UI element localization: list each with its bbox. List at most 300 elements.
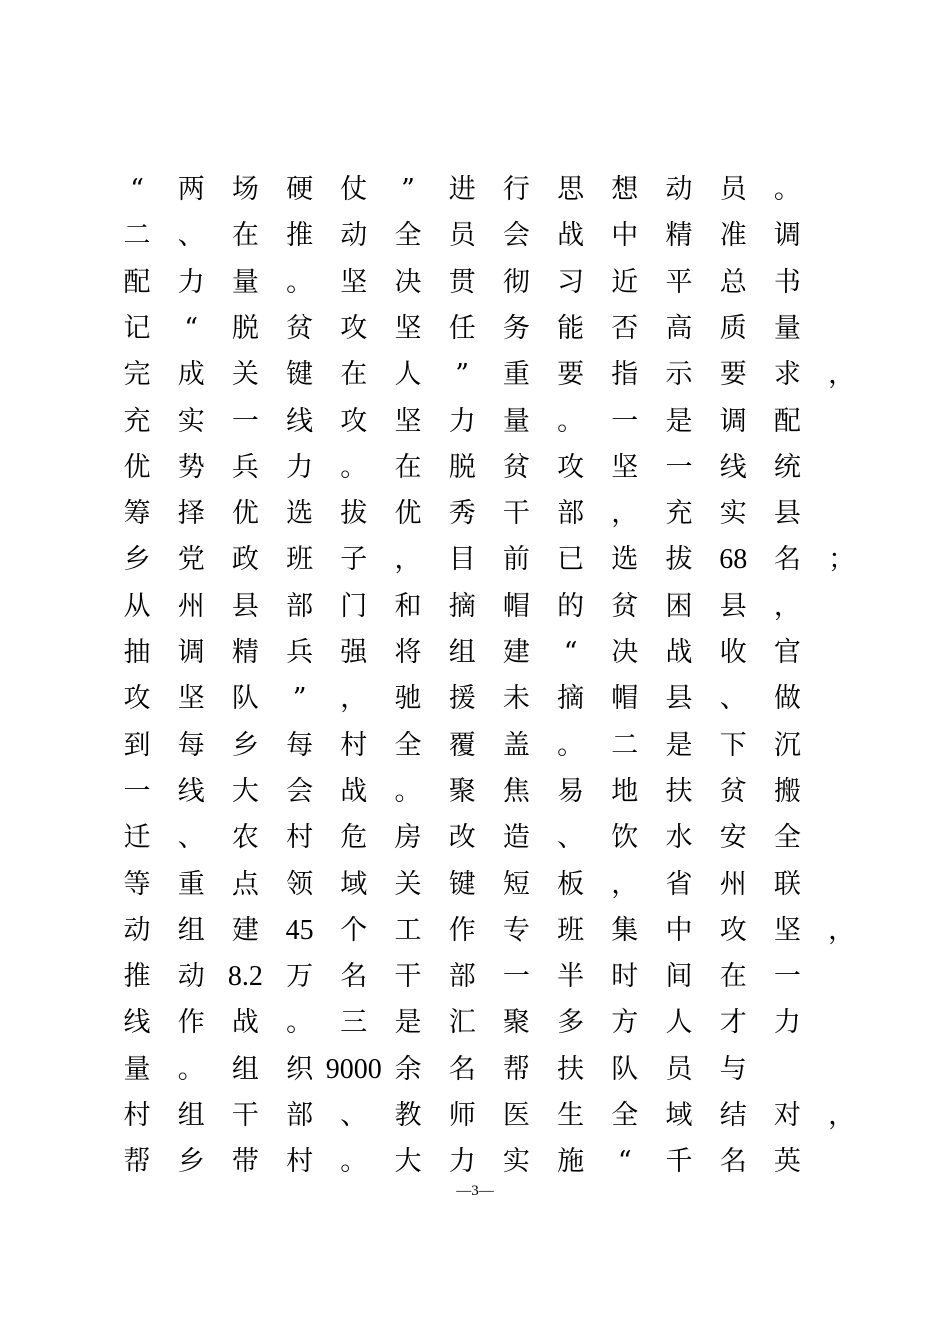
text-glyph: 是 — [665, 405, 693, 437]
text-glyph: 专 — [502, 914, 530, 946]
text-glyph: 一 — [773, 961, 801, 993]
text-glyph: 配 — [123, 266, 151, 298]
text-glyph: 调 — [177, 637, 205, 668]
text-glyph: 筹 — [123, 498, 151, 530]
text-glyph: 下 — [719, 729, 747, 761]
text-glyph: 场 — [231, 174, 259, 205]
text-glyph: 力 — [448, 405, 476, 437]
text-glyph: 兵 — [231, 451, 259, 483]
text-glyph: 半 — [557, 961, 585, 993]
text-glyph: 实 — [719, 498, 747, 530]
text-glyph: 选 — [286, 498, 314, 530]
text-glyph: 准 — [719, 220, 747, 252]
text-glyph: 水 — [665, 822, 693, 854]
text-glyph: 实 — [502, 1146, 530, 1178]
text-glyph: 沉 — [773, 729, 801, 761]
text-glyph: 聚 — [502, 1007, 530, 1039]
text-glyph: 教 — [394, 1100, 422, 1131]
text-glyph: 想 — [611, 174, 639, 205]
text-glyph: 精 — [665, 220, 693, 252]
text-glyph: 中 — [611, 220, 639, 252]
text-glyph: 坚 — [394, 405, 422, 437]
text-glyph: 部 — [557, 498, 585, 530]
text-glyph: 平 — [665, 266, 693, 298]
text-glyph: 进 — [448, 174, 476, 205]
text-glyph: 困 — [665, 590, 693, 622]
text-glyph: 造 — [502, 822, 530, 854]
text-glyph: 全 — [773, 822, 801, 854]
text-glyph: 抽 — [123, 637, 151, 668]
text-line — [0, 213, 950, 259]
text-line — [0, 1000, 950, 1046]
text-glyph: 地 — [611, 775, 639, 807]
text-glyph: 思 — [557, 174, 585, 205]
text-glyph: 带 — [231, 1146, 259, 1178]
text-glyph: 乡 — [231, 729, 259, 761]
text-glyph: 近 — [611, 266, 639, 298]
text-glyph: 织 — [286, 1053, 314, 1085]
text-glyph: 68 — [719, 544, 748, 576]
text-glyph: 贫 — [502, 451, 530, 483]
text-glyph: 量 — [231, 266, 259, 298]
text-glyph: ， — [611, 868, 639, 900]
text-line — [0, 769, 950, 815]
text-glyph: 班 — [557, 914, 585, 946]
text-glyph: 个 — [340, 914, 368, 946]
text-glyph: 官 — [773, 637, 801, 668]
text-glyph: 搬 — [773, 775, 801, 807]
text-glyph: 、 — [557, 822, 585, 854]
text-glyph: 坚 — [773, 914, 801, 946]
text-glyph: 每 — [286, 729, 314, 761]
text-line — [0, 260, 950, 306]
text-glyph: 联 — [773, 868, 801, 900]
text-glyph: 要 — [719, 359, 747, 391]
text-glyph: 驰 — [394, 683, 422, 715]
text-glyph: 目 — [448, 544, 476, 576]
text-glyph: 动 — [123, 914, 151, 946]
text-line — [0, 584, 950, 630]
text-glyph: 兵 — [286, 637, 314, 668]
text-glyph: 务 — [502, 312, 530, 344]
text-glyph: 作 — [177, 1007, 205, 1039]
text-glyph: 域 — [665, 1100, 693, 1131]
text-glyph: 调 — [719, 405, 747, 437]
text-glyph: 成 — [177, 359, 205, 391]
text-glyph: 扶 — [665, 775, 693, 807]
text-glyph: 、 — [177, 822, 205, 854]
text-glyph: 收 — [719, 637, 747, 668]
text-glyph: 质 — [719, 312, 747, 344]
text-glyph: 贯 — [448, 266, 476, 298]
text-glyph: 行 — [502, 174, 530, 205]
text-glyph: 是 — [394, 1007, 422, 1039]
text-glyph: 到 — [123, 729, 151, 761]
text-glyph: 村 — [286, 822, 314, 854]
text-line — [0, 352, 950, 398]
text-glyph: 改 — [448, 822, 476, 854]
text-glyph: 会 — [502, 220, 530, 252]
text-glyph: 才 — [719, 1007, 747, 1039]
text-glyph: 农 — [231, 822, 259, 854]
text-glyph: ， — [828, 1100, 856, 1131]
text-glyph: 一 — [231, 405, 259, 437]
text-glyph: 、 — [340, 1100, 368, 1131]
text-glyph: 帽 — [502, 590, 530, 622]
text-glyph: 攻 — [340, 312, 368, 344]
text-glyph: 总 — [719, 266, 747, 298]
text-glyph: 间 — [665, 961, 693, 993]
text-glyph: 拔 — [665, 544, 693, 576]
text-glyph: 在 — [719, 961, 747, 993]
text-glyph: 强 — [340, 637, 368, 668]
text-line — [0, 399, 950, 445]
text-glyph: 线 — [286, 405, 314, 437]
text-glyph: 危 — [340, 822, 368, 854]
text-glyph: ， — [394, 544, 422, 576]
text-glyph: 重 — [177, 868, 205, 900]
text-glyph: 人 — [394, 359, 422, 391]
text-line — [0, 723, 950, 769]
text-glyph: 全 — [611, 1100, 639, 1131]
text-glyph: 书 — [773, 266, 801, 298]
text-glyph: 坚 — [394, 312, 422, 344]
text-line — [0, 815, 950, 861]
text-line — [0, 1047, 950, 1093]
text-glyph: 力 — [448, 1146, 476, 1178]
text-glyph: 集 — [611, 914, 639, 946]
text-glyph: 乡 — [123, 544, 151, 576]
text-glyph: 高 — [665, 312, 693, 344]
text-glyph: 名 — [719, 1146, 747, 1178]
text-glyph: 示 — [665, 359, 693, 391]
text-line — [0, 1139, 950, 1185]
text-glyph: 援 — [448, 683, 476, 715]
text-glyph: 领 — [286, 868, 314, 900]
text-glyph: 线 — [123, 1007, 151, 1039]
text-glyph: “ — [130, 174, 144, 205]
text-glyph: 两 — [177, 174, 205, 205]
text-glyph: 房 — [394, 822, 422, 854]
text-glyph: 时 — [611, 961, 639, 993]
text-glyph: 优 — [123, 451, 151, 483]
text-glyph: 一 — [123, 775, 151, 807]
text-line — [0, 676, 950, 722]
text-glyph: 结 — [719, 1100, 747, 1131]
text-glyph: 坚 — [611, 451, 639, 483]
text-glyph: 在 — [231, 220, 259, 252]
text-glyph: 关 — [231, 359, 259, 391]
text-glyph: 和 — [394, 590, 422, 622]
text-glyph: 党 — [177, 544, 205, 576]
text-line — [0, 908, 950, 954]
text-glyph: 。 — [340, 451, 368, 483]
text-glyph: 聚 — [448, 775, 476, 807]
text-glyph: 将 — [394, 637, 422, 668]
text-glyph: 干 — [394, 961, 422, 993]
text-glyph: 战 — [665, 637, 693, 668]
text-glyph: 部 — [286, 590, 314, 622]
text-glyph: 从 — [123, 590, 151, 622]
text-glyph: 在 — [394, 451, 422, 483]
text-line — [0, 445, 950, 491]
text-glyph: 求 — [773, 359, 801, 391]
text-glyph: 一 — [611, 405, 639, 437]
text-glyph: 8.2 — [227, 961, 263, 993]
text-glyph: 拔 — [340, 498, 368, 530]
text-glyph: 键 — [448, 868, 476, 900]
text-glyph: 千 — [665, 1146, 693, 1178]
text-glyph: 。 — [177, 1053, 205, 1085]
text-glyph: 战 — [231, 1007, 259, 1039]
text-glyph: 一 — [665, 451, 693, 483]
text-glyph: 中 — [665, 914, 693, 946]
text-glyph: 坚 — [340, 266, 368, 298]
text-glyph: 名 — [773, 544, 801, 576]
text-glyph: 硬 — [286, 174, 314, 205]
text-glyph: 汇 — [448, 1007, 476, 1039]
text-glyph: 乡 — [177, 1146, 205, 1178]
text-glyph: 人 — [665, 1007, 693, 1039]
text-glyph: 短 — [502, 868, 530, 900]
text-glyph: 贫 — [611, 590, 639, 622]
text-glyph: 脱 — [231, 312, 259, 344]
text-glyph: 村 — [340, 729, 368, 761]
text-glyph: ， — [773, 590, 801, 622]
text-glyph: 统 — [773, 451, 801, 483]
text-glyph: 万 — [286, 961, 314, 993]
text-glyph: 建 — [502, 637, 530, 668]
text-glyph: “ — [617, 1146, 632, 1178]
text-glyph: 关 — [394, 868, 422, 900]
text-glyph: 。 — [286, 1007, 314, 1039]
text-glyph: 迁 — [123, 822, 151, 854]
text-glyph: “ — [184, 312, 199, 344]
text-line — [0, 167, 950, 213]
text-glyph: ” — [401, 174, 415, 205]
text-glyph: 县 — [231, 590, 259, 622]
text-glyph: 帮 — [123, 1146, 151, 1178]
text-glyph: 线 — [177, 775, 205, 807]
text-line — [0, 537, 950, 583]
text-glyph: 安 — [719, 822, 747, 854]
text-glyph: 力 — [773, 1007, 801, 1039]
text-glyph: 习 — [557, 266, 585, 298]
text-glyph: 县 — [773, 498, 801, 530]
text-glyph: 员 — [719, 174, 747, 205]
text-glyph: 充 — [665, 498, 693, 530]
text-glyph: ， — [828, 359, 856, 391]
text-glyph: 贫 — [286, 312, 314, 344]
text-glyph: 。 — [773, 174, 801, 205]
text-glyph: 域 — [340, 868, 368, 900]
text-glyph: 任 — [448, 312, 476, 344]
text-glyph: 工 — [394, 914, 422, 946]
text-glyph: 覆 — [448, 729, 476, 761]
text-glyph: 扶 — [557, 1053, 585, 1085]
text-glyph: 方 — [611, 1007, 639, 1039]
text-glyph: 组 — [177, 914, 205, 946]
text-glyph: 能 — [557, 312, 585, 344]
text-glyph: 二 — [123, 220, 151, 252]
text-glyph: 、 — [719, 683, 747, 715]
text-glyph: 州 — [719, 868, 747, 900]
text-glyph: 、 — [177, 220, 205, 252]
text-glyph: 充 — [123, 405, 151, 437]
text-line — [0, 862, 950, 908]
text-glyph: 。 — [394, 775, 422, 807]
text-glyph: 村 — [123, 1100, 151, 1131]
page-number: —3— — [456, 1183, 494, 1199]
text-line — [0, 954, 950, 1000]
text-glyph: 势 — [177, 451, 205, 483]
text-glyph: 门 — [340, 590, 368, 622]
text-glyph: 组 — [448, 637, 476, 668]
text-glyph: 攻 — [123, 683, 151, 715]
text-glyph: 键 — [286, 359, 314, 391]
text-glyph: 。 — [286, 266, 314, 298]
text-glyph: 攻 — [340, 405, 368, 437]
text-glyph: 会 — [286, 775, 314, 807]
text-glyph: 组 — [177, 1100, 205, 1131]
text-glyph: 政 — [231, 544, 259, 576]
text-glyph: 生 — [557, 1100, 585, 1131]
text-glyph: 摘 — [448, 590, 476, 622]
text-glyph: 医 — [502, 1100, 530, 1131]
text-glyph: 等 — [123, 868, 151, 900]
text-glyph: ， — [828, 914, 856, 946]
text-glyph: 线 — [719, 451, 747, 483]
text-glyph: 帮 — [502, 1053, 530, 1085]
text-glyph: 调 — [773, 220, 801, 252]
text-glyph: 全 — [394, 220, 422, 252]
text-glyph: 班 — [286, 544, 314, 576]
text-glyph: 精 — [231, 637, 259, 668]
text-line — [0, 306, 950, 352]
text-glyph: 部 — [286, 1100, 314, 1131]
text-glyph: 力 — [286, 451, 314, 483]
text-glyph: 仗 — [340, 174, 368, 205]
text-glyph: 前 — [502, 544, 530, 576]
text-glyph: 每 — [177, 729, 205, 761]
text-glyph: 员 — [448, 220, 476, 252]
text-glyph: 作 — [448, 914, 476, 946]
text-line — [0, 491, 950, 537]
text-glyph: 英 — [773, 1146, 801, 1178]
text-glyph: 。 — [340, 1146, 368, 1178]
text-glyph: 州 — [177, 590, 205, 622]
text-glyph: 是 — [665, 729, 693, 761]
text-glyph: 队 — [231, 683, 259, 715]
text-glyph: 干 — [231, 1100, 259, 1131]
text-glyph: 点 — [231, 868, 259, 900]
text-glyph: 选 — [611, 544, 639, 576]
text-glyph: 优 — [394, 498, 422, 530]
text-glyph: 摘 — [557, 683, 585, 715]
text-glyph: 子 — [340, 544, 368, 576]
text-glyph: 否 — [611, 312, 639, 344]
text-glyph: 重 — [502, 359, 530, 391]
text-glyph: 名 — [340, 961, 368, 993]
text-glyph: 彻 — [502, 266, 530, 298]
text-glyph: 饮 — [611, 822, 639, 854]
text-glyph: 择 — [177, 498, 205, 530]
text-glyph: 全 — [394, 729, 422, 761]
text-glyph: 板 — [557, 868, 585, 900]
text-glyph: 大 — [231, 775, 259, 807]
text-glyph: 县 — [719, 590, 747, 622]
text-glyph: 省 — [665, 868, 693, 900]
text-glyph: 多 — [557, 1007, 585, 1039]
text-glyph: 已 — [557, 544, 585, 576]
text-glyph: 记 — [123, 312, 151, 344]
text-glyph: 量 — [123, 1053, 151, 1085]
text-glyph: 9000 — [325, 1053, 382, 1085]
text-glyph: 焦 — [502, 775, 530, 807]
text-glyph: 决 — [611, 637, 639, 668]
text-glyph: 攻 — [719, 914, 747, 946]
text-glyph: 贫 — [719, 775, 747, 807]
text-glyph: 队 — [611, 1053, 639, 1085]
text-glyph: 推 — [286, 220, 314, 252]
text-glyph: 二 — [611, 729, 639, 761]
text-glyph: 动 — [665, 174, 693, 205]
text-line — [0, 1093, 950, 1139]
text-glyph: 盖 — [502, 729, 530, 761]
text-glyph: 易 — [557, 775, 585, 807]
text-glyph: 对 — [773, 1100, 801, 1131]
text-glyph: 推 — [123, 961, 151, 993]
text-glyph: 优 — [231, 498, 259, 530]
text-glyph: 要 — [557, 359, 585, 391]
text-glyph: 的 — [557, 590, 585, 622]
text-glyph: ， — [611, 498, 639, 530]
text-glyph: 一 — [502, 961, 530, 993]
text-glyph: 动 — [340, 220, 368, 252]
text-glyph: 动 — [177, 961, 205, 993]
text-glyph: 坚 — [177, 683, 205, 715]
text-glyph: 员 — [665, 1053, 693, 1085]
text-glyph: “ — [563, 637, 578, 668]
text-glyph: 三 — [340, 1007, 368, 1039]
text-glyph: 部 — [448, 961, 476, 993]
text-glyph: 45 — [285, 914, 314, 946]
text-line — [0, 630, 950, 676]
text-glyph: 脱 — [448, 451, 476, 483]
text-glyph: 做 — [773, 683, 801, 715]
text-glyph: 未 — [502, 683, 530, 715]
text-glyph: 秀 — [448, 498, 476, 530]
text-glyph: 县 — [665, 683, 693, 715]
text-glyph: ； — [828, 544, 856, 576]
text-glyph: 完 — [123, 359, 151, 391]
text-glyph: 在 — [340, 359, 368, 391]
text-glyph: 余 — [394, 1053, 422, 1085]
text-glyph: 战 — [557, 220, 585, 252]
text-glyph: 。 — [557, 405, 585, 437]
text-glyph: 施 — [557, 1146, 585, 1178]
text-glyph: 村 — [286, 1146, 314, 1178]
text-glyph: ” — [455, 359, 470, 391]
text-glyph: 指 — [611, 359, 639, 391]
text-glyph: ， — [340, 683, 368, 715]
text-glyph: 帽 — [611, 683, 639, 715]
text-glyph: 干 — [502, 498, 530, 530]
text-glyph: ” — [292, 683, 307, 715]
text-glyph: 力 — [177, 266, 205, 298]
text-glyph: 与 — [719, 1053, 747, 1085]
text-glyph: 量 — [773, 312, 801, 344]
